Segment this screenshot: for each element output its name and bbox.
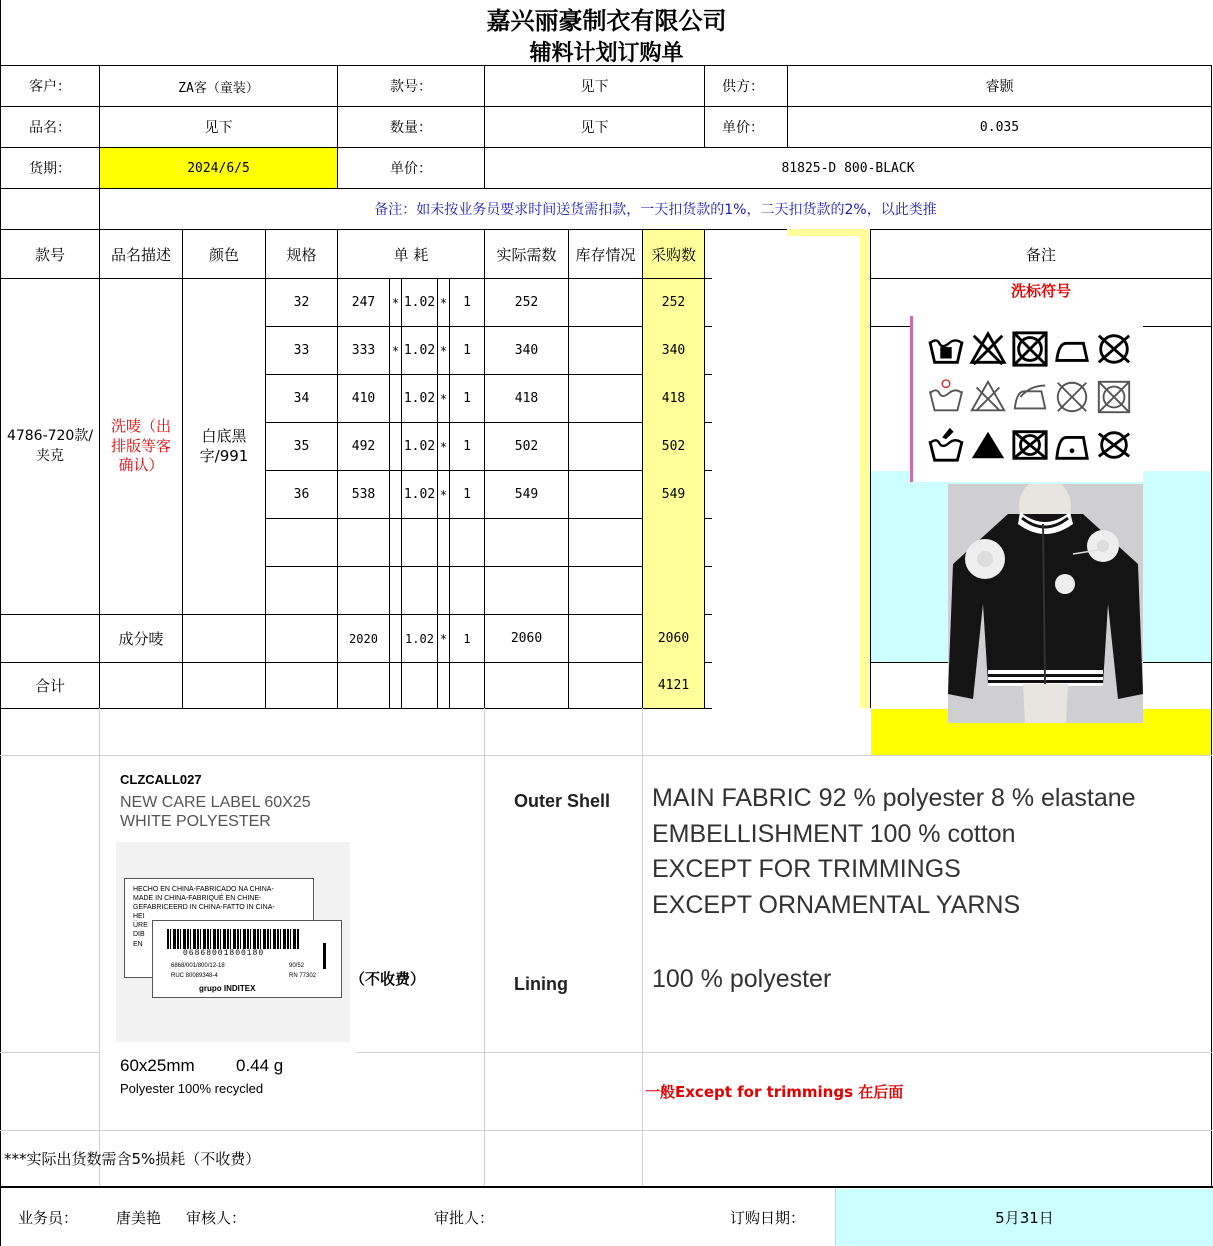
supplier-label: 供方：	[722, 79, 764, 95]
product-value: 见下	[204, 120, 233, 136]
row-actual: 502	[514, 439, 539, 454]
label-inner-line: HEI	[133, 913, 145, 921]
comp-purchase: 2060	[657, 631, 690, 646]
row-purchase: 418	[661, 391, 686, 406]
sales-value: 唐美艳	[116, 1208, 162, 1227]
th-color: 颜色	[208, 245, 239, 264]
row-actual: 252	[514, 295, 539, 310]
row-purchase: 549	[661, 487, 686, 502]
row-rate: 1.02	[403, 487, 436, 502]
comp-actual: 2060	[510, 631, 543, 646]
no-wet-clean-icon	[1095, 426, 1133, 464]
unit-price-label-2: 单价：	[390, 161, 432, 177]
no-dryclean-outline-icon	[1053, 378, 1091, 416]
no-bleach-outline-icon	[969, 378, 1007, 416]
outer-line-4: EXCEPT ORNAMENTAL YARNS	[652, 890, 1021, 919]
th-remarks: 备注	[1025, 245, 1056, 264]
care-symbols-panel	[910, 316, 1143, 482]
label-inner-line: HECHO EN CHINA-FABRICADO NA CHINA-	[133, 886, 274, 893]
product-label: 品名：	[29, 120, 71, 136]
comp-star: *	[439, 631, 448, 646]
supplier-value: 睿颢	[985, 79, 1014, 95]
th-size: 规格	[286, 245, 317, 264]
date-value: 5月31日	[836, 1189, 1213, 1246]
note-text: 备注：如未按业务员要求时间送货需扣款，一天扣货款的1%，二天扣货款的2%，以此类推	[374, 202, 937, 218]
composition-note: 一般Except for trimmings 在后面	[645, 1083, 904, 1101]
row-qty: 492	[351, 439, 376, 454]
outer-shell-lines	[652, 781, 1136, 923]
label-code: CLZCALL027	[120, 772, 202, 787]
ruc: RUC 80089348-4	[171, 973, 218, 979]
row-rate: 1.02	[403, 391, 436, 406]
row-purchase: 502	[661, 439, 686, 454]
wash-outline-icon	[927, 378, 965, 416]
yellow-strip	[860, 236, 870, 708]
row-size: 33	[293, 343, 310, 358]
th-style: 款号	[34, 245, 65, 264]
lining-value: 100 % polyester	[652, 965, 832, 993]
color-cell: 白底黑字/991	[199, 427, 249, 465]
wash-30-icon	[927, 330, 965, 368]
comp-rate: 1.02	[405, 631, 434, 646]
row-size: 36	[293, 487, 310, 502]
no-dryclean-icon	[1095, 330, 1133, 368]
barcode-number: 06868001800180	[183, 949, 265, 958]
label-card	[100, 756, 356, 1112]
outer-line-1: MAIN FABRIC 92 % polyester 8 % elastane	[652, 784, 1136, 812]
brand: grupo INDITEX	[199, 984, 256, 993]
th-actual: 实际需数	[496, 245, 557, 264]
label-inner-line: ÜRE	[133, 922, 148, 930]
unit-price-label: 单价：	[722, 120, 764, 136]
qty-label: 数量：	[390, 120, 432, 136]
row-actual: 549	[514, 487, 539, 502]
iron-outline-icon	[1011, 378, 1049, 416]
style-value: 见下	[580, 79, 609, 95]
row-star1: *	[391, 343, 400, 358]
approver-label: 审批人：	[434, 1208, 495, 1227]
no-tumble-dry-icon	[1011, 330, 1049, 368]
loss-note: ***实际出货数需含5%损耗（不收费）	[4, 1149, 261, 1168]
rn: RN 77302	[289, 973, 317, 979]
row-star1	[390, 423, 401, 470]
style-label: 款号：	[390, 79, 432, 95]
qty-value: 见下	[580, 120, 609, 136]
th-desc: 品名描述	[110, 245, 171, 264]
row-star1: *	[391, 295, 400, 310]
row-qty: 410	[351, 391, 376, 406]
lining-label: Lining	[514, 974, 568, 994]
image-mask	[712, 236, 860, 708]
label-image-bg	[116, 842, 350, 1042]
hand-wash-icon	[927, 426, 965, 464]
company-title: 嘉兴丽豪制衣有限公司	[486, 5, 727, 35]
label-desc-2: WHITE POLYESTER	[120, 813, 271, 830]
total-value: 4121	[657, 678, 690, 693]
comp-qty: 2020	[349, 631, 378, 646]
customer-label: 客户：	[29, 79, 71, 95]
no-tumble-outline-icon	[1095, 378, 1133, 416]
row-mult: 1	[463, 391, 471, 406]
th-purchase: 采购数	[643, 230, 704, 278]
total-label: 合计	[34, 677, 65, 695]
ref-right: 90/52	[289, 963, 305, 969]
row-mult: 1	[463, 439, 471, 454]
row-qty: 538	[351, 487, 376, 502]
row-qty: 247	[351, 295, 376, 310]
ref-value: 81825-D 800-BLACK	[781, 160, 915, 176]
yellow-strip-top	[787, 229, 870, 236]
outer-line-3: EXCEPT FOR TRIMMINGS	[652, 855, 961, 883]
row-star2: *	[439, 295, 448, 310]
label-inner-line: GEFABRICEERD IN CHINA-FATTO IN CINA-	[133, 904, 275, 912]
row-purchase: 340	[661, 343, 686, 358]
row-mult: 1	[463, 295, 471, 310]
row-star1	[390, 471, 401, 518]
row-rate: 1.02	[403, 343, 436, 358]
label-inner-line: EN	[133, 940, 143, 948]
barcode	[167, 929, 299, 949]
row-size: 34	[293, 391, 310, 406]
row-star1	[390, 375, 401, 422]
iron-low-icon	[1053, 330, 1091, 368]
ref-line: 6868/001/800/12-18	[171, 963, 225, 969]
reviewer-label: 审核人：	[186, 1208, 247, 1227]
comp-mult: 1	[463, 631, 471, 646]
row-star2: *	[439, 391, 448, 406]
no-charge-note: （不收费）	[350, 970, 426, 988]
row-rate: 1.02	[403, 295, 436, 310]
label-inner-line: MADE IN CHINA-FABRIQUÉ EN CHINE-	[133, 895, 262, 903]
label-mark	[323, 943, 326, 969]
row-star2: *	[439, 487, 448, 502]
sales-label: 业务员：	[18, 1208, 79, 1227]
comp-desc: 成分唛	[118, 630, 164, 648]
row-star2: *	[439, 439, 448, 454]
th-stock: 库存情况	[575, 245, 636, 264]
care-symbols-title: 洗标符号	[1010, 281, 1071, 300]
label-size: 60x25mm	[120, 1056, 195, 1075]
no-bleach-icon	[969, 330, 1007, 368]
date-label: 订购日期：	[730, 1208, 806, 1227]
row-qty: 333	[351, 343, 376, 358]
row-size: 35	[293, 439, 310, 454]
row-rate: 1.02	[403, 439, 436, 454]
form-title: 辅料计划订购单	[529, 39, 684, 66]
jacket-photo	[948, 484, 1143, 723]
row-actual: 340	[514, 343, 539, 358]
row-size: 32	[293, 295, 310, 310]
label-material: Polyester 100% recycled	[120, 1081, 264, 1096]
label-desc-1: NEW CARE LABEL 60X25	[120, 794, 311, 811]
outer-shell-label: Outer Shell	[514, 791, 611, 811]
unit-price-value: 0.035	[979, 119, 1020, 135]
row-star2: *	[439, 343, 448, 358]
row-mult: 1	[463, 487, 471, 502]
outer-line-2: EMBELLISHMENT 100 % cotton	[652, 819, 1016, 848]
bleach-icon	[969, 426, 1007, 464]
label-front-sheet	[152, 920, 342, 998]
style-number-cell: 4786-720款/夹克	[6, 427, 94, 464]
row-purchase: 252	[661, 295, 686, 310]
no-tumble-dry-icon-2	[1011, 426, 1049, 464]
delivery-value: 2024/6/5	[100, 148, 337, 188]
customer-value: ZA客（童装）	[178, 80, 259, 96]
label-weight: 0.44 g	[236, 1056, 284, 1075]
delivery-label: 货期：	[29, 161, 71, 177]
iron-icon	[1053, 426, 1091, 464]
th-consumption: 单 耗	[393, 245, 429, 264]
label-inner-line: DIB	[133, 931, 145, 939]
row-mult: 1	[463, 343, 471, 358]
row-actual: 418	[514, 391, 539, 406]
desc-cell: 洗唛（出排版等客确认）	[110, 417, 171, 475]
